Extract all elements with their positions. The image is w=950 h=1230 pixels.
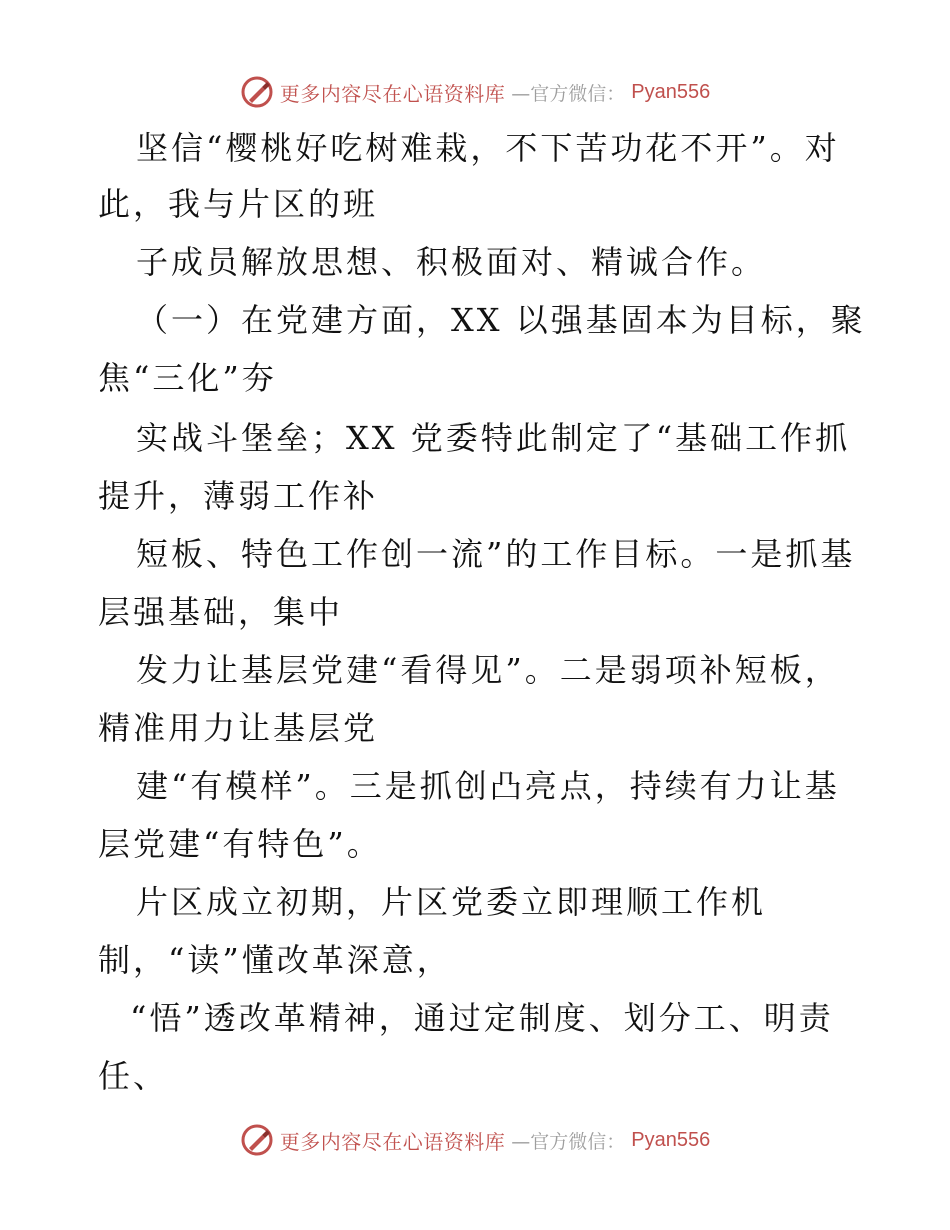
body-line: 层强基础，集中	[98, 593, 344, 631]
body-line: 片区成立初期，片区党委立即理顺工作机	[136, 883, 767, 921]
body-line: 提升，薄弱工作补	[98, 477, 379, 515]
watermark-separator: —官方微信：	[511, 1130, 626, 1153]
body-line: 制，“读”懂改革深意，	[98, 941, 452, 979]
watermark-text: 更多内容尽在心语资料库	[279, 81, 506, 106]
footer-watermark	[0, 1120, 950, 1160]
body-line: 层党建“有特色”。	[98, 825, 382, 863]
watermark-separator: —官方微信：	[511, 82, 626, 105]
body-line: 任、	[98, 1057, 169, 1095]
body-line: 坚信“樱桃好吃树难栽，不下苦功花不开”。对	[136, 129, 840, 167]
body-line: “悟”透改革精神，通过定制度、划分工、明责	[130, 999, 834, 1037]
body-line: 实战斗堡垒；XX 党委特此制定了“基础工作抓	[136, 419, 851, 457]
body-line: 子成员解放思想、积极面对、精诚合作。	[136, 243, 767, 281]
body-line: 精准用力让基层党	[98, 709, 379, 747]
watermark-account: Pyan556	[631, 80, 711, 103]
body-line: （一）在党建方面，XX 以强基固本为目标，聚	[136, 301, 866, 339]
body-line: 焦“三化”夯	[98, 359, 277, 397]
body-line: 发力让基层党建“看得见”。二是弱项补短板，	[136, 651, 840, 689]
watermark-text: 更多内容尽在心语资料库	[279, 1129, 506, 1154]
body-line: 短板、特色工作创一流”的工作目标。一是抓基	[136, 535, 856, 573]
pen-logo-icon	[240, 1123, 274, 1157]
pen-logo-icon	[240, 75, 274, 109]
body-line: 此，我与片区的班	[98, 185, 379, 223]
watermark-account: Pyan556	[631, 1128, 711, 1151]
body-line: 建“有模样”。三是抓创凸亮点，持续有力让基	[136, 767, 840, 805]
header-watermark	[0, 72, 950, 112]
